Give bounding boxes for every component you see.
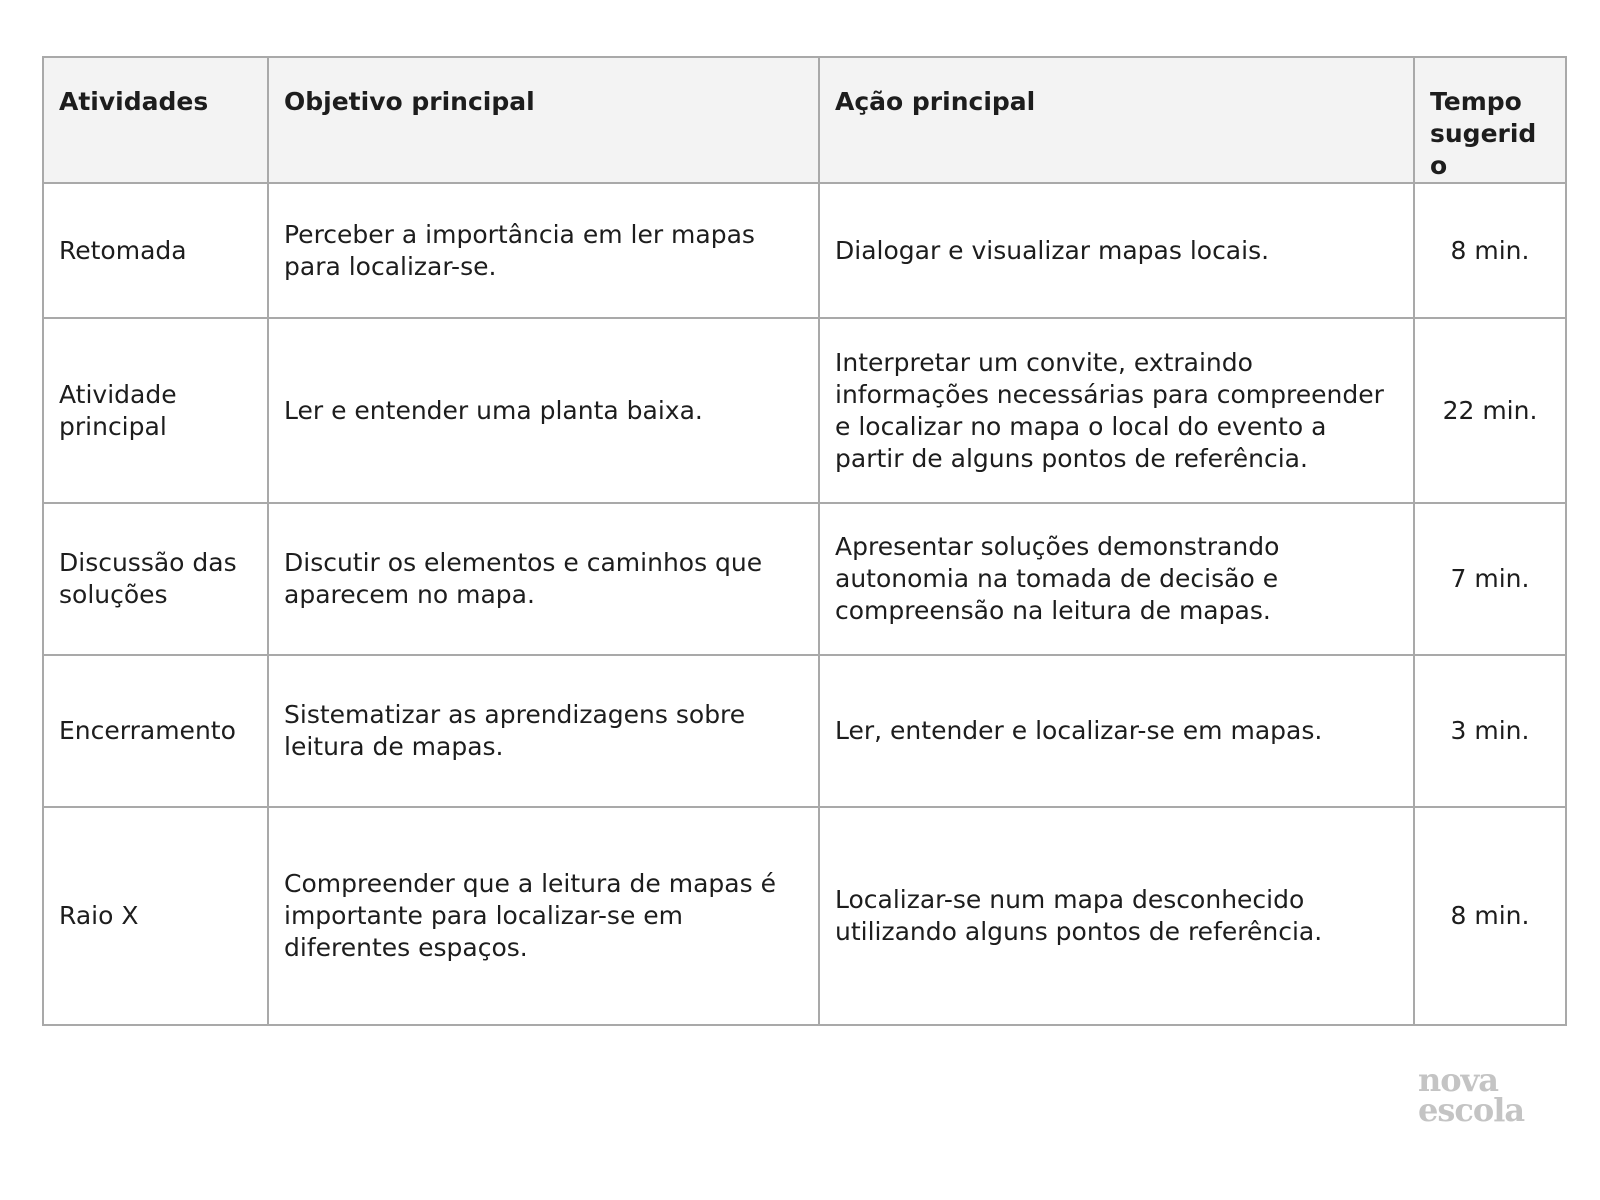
table-row	[43, 655, 1566, 807]
table-row	[43, 183, 1566, 318]
header-objetivo: Objetivo principal	[268, 57, 819, 183]
logo-line-nova: nova	[1418, 1061, 1498, 1099]
activity-table	[42, 56, 1567, 1026]
cell-objetivo: Sistematizar as aprendizagens sobre leitura de mapas.	[268, 655, 819, 807]
cell-objetivo: Perceber a importância em ler mapas para localizar-se.	[268, 183, 819, 318]
header-tempo: Tempo sugerido	[1414, 57, 1566, 183]
cell-acao: Dialogar e visualizar mapas locais.	[819, 183, 1414, 318]
cell-objetivo: Ler e entender uma planta baixa.	[268, 318, 819, 503]
cell-atividade: Encerramento	[43, 655, 268, 807]
logo-line-escola: escola	[1418, 1091, 1525, 1129]
header-row	[43, 57, 1566, 183]
cell-objetivo: Compreender que a leitura de mapas é importante para localizar-se em diferentes espaços.	[268, 807, 819, 1025]
cell-tempo: 8 min.	[1414, 183, 1566, 318]
cell-acao: Interpretar um convite, extraindo informações necessárias para compreender e localizar no mapa o local do evento a partir de alguns pontos de referência.	[819, 318, 1414, 503]
cell-objetivo: Discutir os elementos e caminhos que aparecem no mapa.	[268, 503, 819, 655]
cell-atividade: Retomada	[43, 183, 268, 318]
table-header	[43, 57, 1566, 183]
table-row	[43, 807, 1566, 1025]
cell-tempo: 3 min.	[1414, 655, 1566, 807]
cell-atividade: Atividade principal	[43, 318, 268, 503]
cell-tempo: 7 min.	[1414, 503, 1566, 655]
cell-atividade: Discussão das soluções	[43, 503, 268, 655]
cell-atividade: Raio X	[43, 807, 268, 1025]
header-atividades: Atividades	[43, 57, 268, 183]
header-acao: Ação principal	[819, 57, 1414, 183]
cell-acao: Localizar-se num mapa desconhecido utilizando alguns pontos de referência.	[819, 807, 1414, 1025]
table-body	[43, 183, 1566, 1025]
cell-acao: Ler, entender e localizar-se em mapas.	[819, 655, 1414, 807]
cell-acao: Apresentar soluções demonstrando autonomia na tomada de decisão e compreensão na leitura de mapas.	[819, 503, 1414, 655]
table-row	[43, 503, 1566, 655]
nova-escola-logo	[1418, 1061, 1525, 1129]
cell-tempo: 8 min.	[1414, 807, 1566, 1025]
cell-tempo: 22 min.	[1414, 318, 1566, 503]
table-row	[43, 318, 1566, 503]
